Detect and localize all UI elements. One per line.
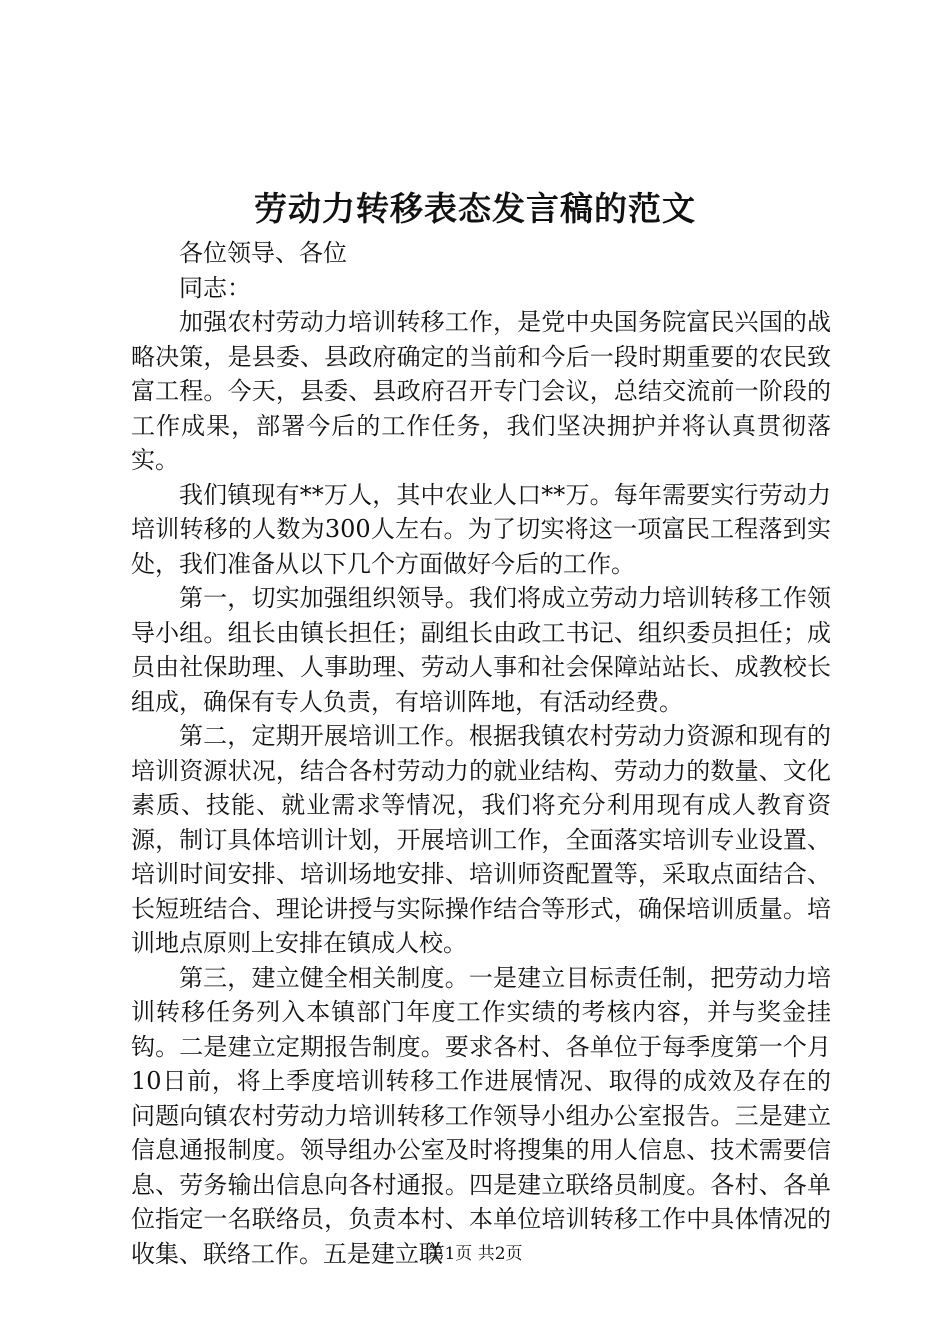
document-body: [131, 236, 831, 1271]
paragraph-3: 第一，切实加强组织领导。我们将成立劳动力培训转移工作领导小组。组长由镇长担任；副组长由政工书记、组织委员担任；成员由社保助理、人事助理、劳动人事和社会保障站站长、成教校长组成，确保有专人负责，有培训阵地，有活动经费。: [131, 584, 831, 716]
salutation-line-1: 各位领导、各位: [179, 239, 347, 267]
paragraph-5: 第三，建立健全相关制度。一是建立目标责任制，把劳动力培训转移任务列入本镇部门年度工作实绩的考核内容，并与奖金挂钩。二是建立定期报告制度。要求各村、各单位于每季度第一个月10日前，将上季度培训转移工作进展情况、取得的成效及存在的问题向镇农村劳动力培训转移工作领导小组办公室报告。三是建立信息通报制度。领导组办公室及时将搜集的用人信息、技术需要信息、劳务输出信息向各村通报。四是建立联络员制度。各村、各单位指定一名联络员，负责本村、本单位培训转移工作中具体情况的收集、联络工作。五是建立联: [131, 963, 831, 1268]
paragraph-4: 第二，定期开展培训工作。根据我镇农村劳动力资源和现有的培训资源状况，结合各村劳动力的就业结构、劳动力的数量、文化素质、技能、就业需求等情况，我们将充分利用现有成人教育资源，制订具体培训计划，开展培训工作，全面落实培训专业设置、培训时间安排、培训场地安排、培训师资配置等，采取点面结合、长短班结合、理论讲授与实际操作结合等形式，确保培训质量。培训地点原则上安排在镇成人校。: [131, 722, 831, 957]
salutation-line-2: 同志：: [179, 273, 251, 302]
paragraph-2: 我们镇现有**万人，其中农业人口**万。每年需要实行劳动力培训转移的人数为300人左右。为了切实将这一项富民工程落到实处，我们准备从以下几个方面做好今后的工作。: [131, 480, 831, 578]
document-title: 劳动力转移表态发言稿的范文: [254, 189, 696, 228]
paragraph-1: 加强农村劳动力培训转移工作，是党中央国务院富民兴国的战略决策，是县委、县政府确定的当前和今后一段时期重要的农民致富工程。今天，县委、县政府召开专门会议，总结交流前一阶段的工作成果，部署今后的工作任务，我们坚决拥护并将认真贯彻落实。: [131, 308, 831, 474]
page-footer: 第1页 共2页: [427, 1244, 523, 1264]
